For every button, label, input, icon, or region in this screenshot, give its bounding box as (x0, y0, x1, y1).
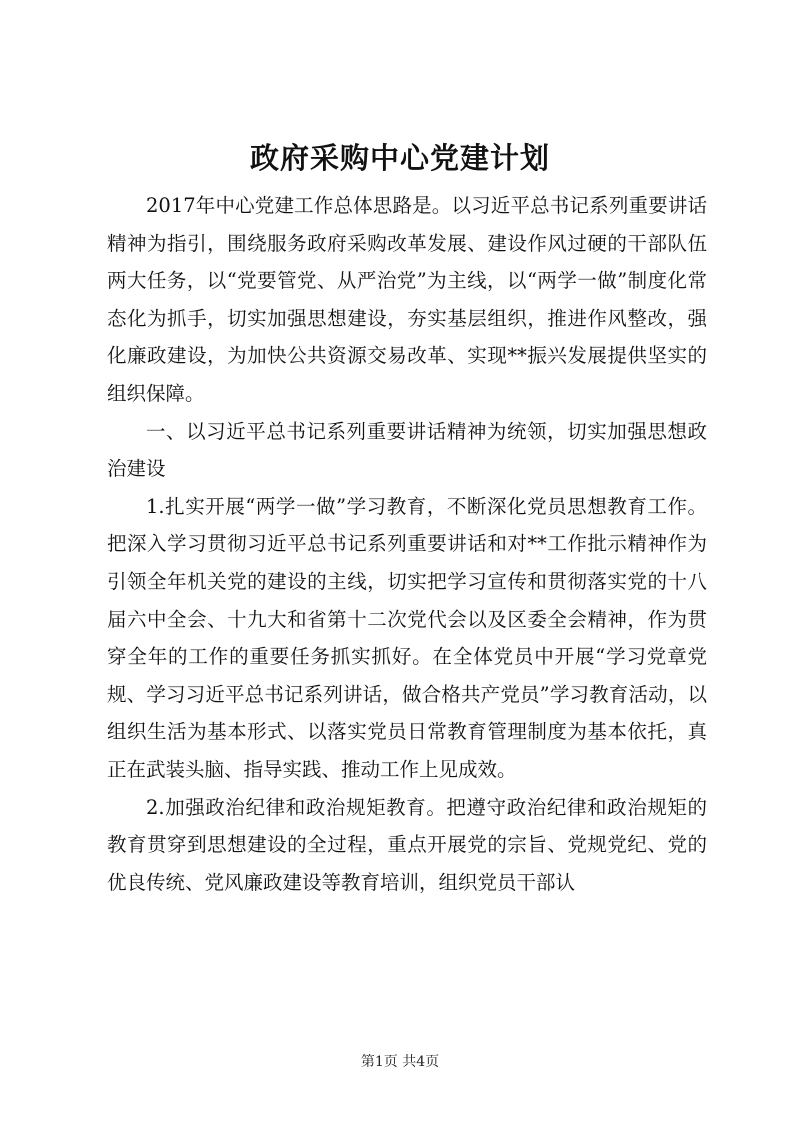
document-body (107, 187, 707, 901)
paragraph-item-1: 1.扎实开展“两学一做”学习教育，不断深化党员思想教育工作。把深入学习贯彻习近平总书记系列重要讲话和对**工作批示精神作为引领全年机关党的建设的主线，切实把学习宣传和贯彻落实党的十八届六中全会、十九大和省第十二次党代会以及区委全会精神，作为贯穿全年的工作的重要任务抓实抓好。在全体党员中开展“学习党章党规、学习习近平总书记系列讲话，做合格共产党员”学习教育活动，以组织生活为基本形式、以落实党员日常教育管理制度为基本依托，真正在武装头脑、指导实践、推动工作上见成效。 (107, 494, 707, 781)
section-heading-1: 一、以习近平总书记系列重要讲话精神为统领，切实加强思想政治建设 (107, 419, 707, 481)
document-title: 政府采购中心党建计划 (249, 141, 550, 175)
paragraph-item-2: 2.加强政治纪律和政治规矩教育。把遵守政治纪律和政治规矩的教育贯穿到思想建设的全过程，重点开展党的宗旨、党规党纪、党的优良传统、党风廉政建设等教育培训，组织党员干部认 (107, 795, 707, 894)
paragraph-intro: 2017年中心党建工作总体思路是。以习近平总书记系列重要讲话精神为指引，围绕服务政府采购改革发展、建设作风过硬的干部队伍两大任务，以“党要管党、从严治党”为主线，以“两学一做”制度化常态化为抓手，切实加强思想建设，夯实基层组织，推进作风整改，强化廉政建设，为加快公共资源交易改革、实现**振兴发展提供坚实的组织保障。 (107, 194, 707, 405)
page-footer: 第1页 共4页 (360, 1054, 440, 1070)
